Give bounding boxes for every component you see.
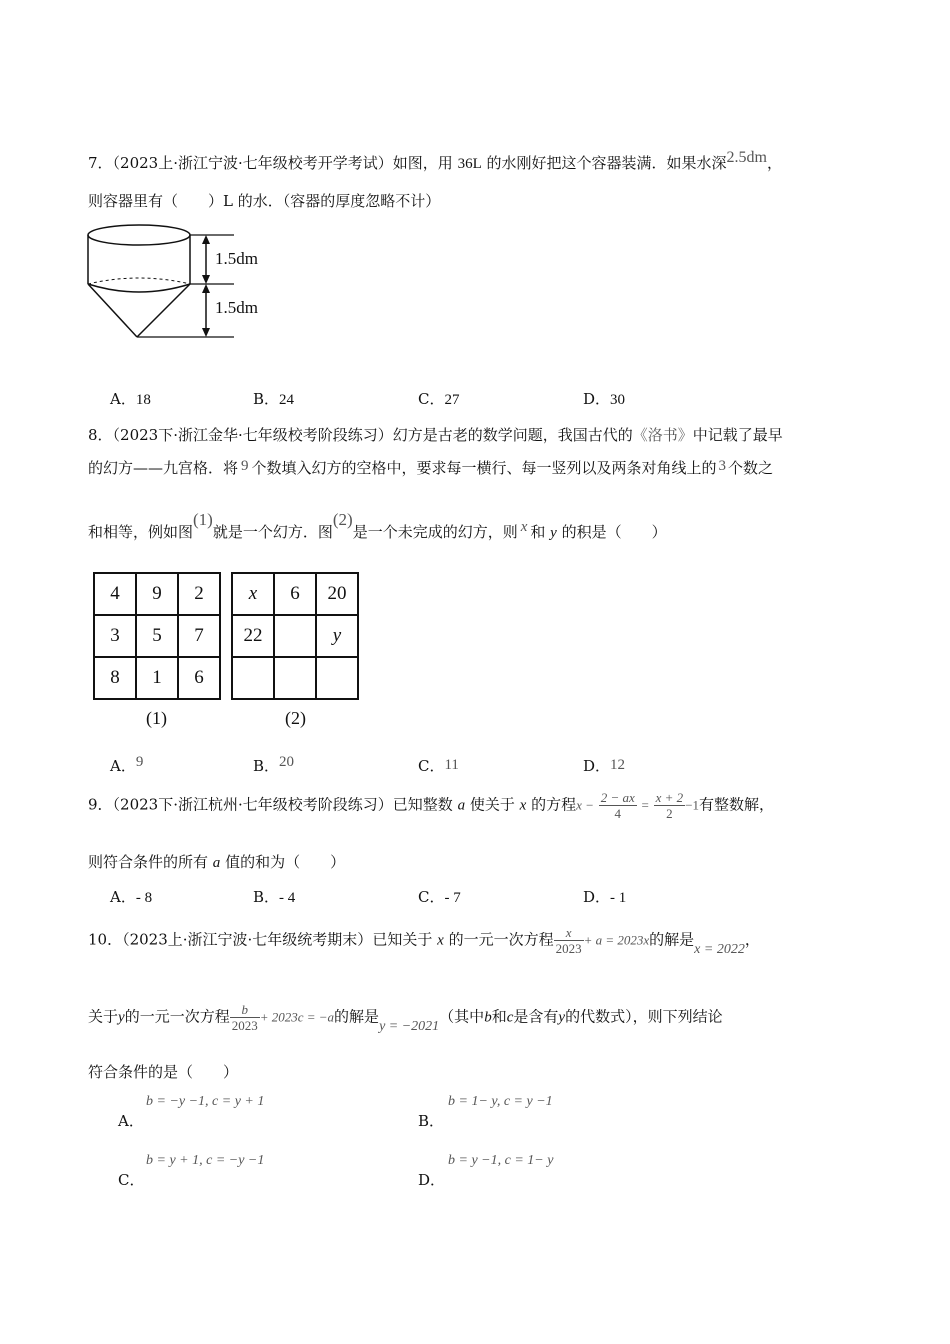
q8-magic-square-2 (231, 572, 359, 700)
q10-solution: x = 2022 (694, 941, 745, 957)
grid1-cell: 6 (178, 657, 220, 699)
q8-line2-c: 个数之 (728, 459, 774, 477)
q8-number: 8． (88, 426, 113, 444)
grid1-cell: 3 (94, 615, 136, 657)
grid2-cell: x (232, 573, 274, 615)
q8-fig2-ref: (2) (332, 510, 353, 529)
q10-solution-2: y = −2021 (379, 1018, 440, 1034)
q8-option-a[interactable]: A．9 (110, 754, 144, 775)
grid1-cell: 4 (94, 573, 136, 615)
q7-line2: 则容器里有（ ）L 的水．（容器的厚度忽略不计） (88, 192, 441, 210)
q7-bottom-height-label: 1.5dm (215, 298, 258, 317)
q10-option-a[interactable]: b = −y −1, c = y + 1 A． (118, 1094, 265, 1130)
q9-fraction-1: $\frac{2 - ax}{4}$ (600, 790, 635, 821)
q8-grid2-caption: (2) (285, 708, 306, 728)
q8-option-b[interactable]: B．20 (253, 754, 295, 775)
q10-line2: 关于y的一元一次方程 $\frac{b}{2023}$ + 2023c = −a的解是y = −2021（其中b和c是含有y的代数式），则下列结论 (88, 1002, 723, 1034)
q10-text-a: 已知关于 (372, 930, 433, 949)
q10-source: （2023上·浙江宁波·七年级统考期末） (122, 930, 373, 949)
q9-fraction-2: $\frac{x + 2}{2}$ (655, 790, 684, 821)
grid2-cell (274, 615, 316, 657)
grid1-cell: 7 (178, 615, 220, 657)
q10-eq-rest: + a = 2023x (583, 932, 650, 948)
q9-line1 (88, 790, 774, 821)
q10-line1 (88, 925, 760, 956)
q8-line1 (88, 424, 783, 445)
q9-text-a: 已知整数 (392, 795, 453, 814)
q9-x: x (519, 797, 527, 814)
grid1-cell: 5 (136, 615, 178, 657)
q10-fraction-2: $\frac{b}{2023}$ (231, 1002, 258, 1033)
q10-comma: ， (744, 930, 760, 949)
q8-y: y (550, 525, 557, 541)
q8-grid1-caption: (1) (146, 708, 167, 728)
q9-text-d: 有整数解， (699, 795, 775, 814)
q8-line3-d: 的积是（ ） (561, 523, 667, 541)
q8-line2-b: 个数填入幻方的空格中，要求每一横行、每一竖列以及两条对角线上的 (251, 459, 717, 477)
grid1-cell: 9 (136, 573, 178, 615)
q8-line2 (88, 457, 773, 478)
q10-option-b[interactable]: b = 1− y, c = y −1 B． (418, 1094, 553, 1130)
q8-magic-square-1 (93, 572, 221, 700)
q9-text-b: 使关于 (469, 795, 515, 814)
q7-source: （2023上·浙江宁波·七年级校考开学考试） (112, 154, 393, 172)
q7-volume: 36L (457, 156, 482, 172)
q7-container-figure (84, 222, 274, 344)
q10-x: x (437, 932, 444, 949)
q9-line2: 则符合条件的所有 a 值的和为（ ） (88, 853, 346, 871)
grid2-cell: 6 (274, 573, 316, 615)
q8-line3-b: 就是一个幻方．图 (212, 523, 333, 541)
q8-text-a: 幻方是古老的数学问题，我国古代的 (392, 426, 633, 444)
q9-eq-tail: −1 (685, 797, 700, 813)
q10-fraction-1: $\frac{x}{2023}$ (555, 925, 582, 956)
q8-x: x (520, 519, 528, 535)
grid1-cell: 1 (136, 657, 178, 699)
q10-option-c[interactable]: b = y + 1, c = −y −1 C． (118, 1153, 265, 1189)
q7-option-a[interactable]: A．18 (110, 390, 151, 408)
grid2-cell (316, 657, 358, 699)
q7-comma: ， (766, 154, 782, 172)
grid2-cell (274, 657, 316, 699)
grid1-cell: 8 (94, 657, 136, 699)
q7-line1 (88, 149, 782, 173)
q10-text-b: 的一元一次方程 (448, 930, 554, 949)
grid2-cell: y (316, 615, 358, 657)
q9-eq-x: x − (576, 797, 594, 813)
q10-line3: 符合条件的是（ ） (88, 1063, 239, 1081)
q9-option-a[interactable]: A．- 8 (110, 888, 153, 906)
q9-option-b[interactable]: B．- 4 (253, 888, 296, 906)
q8-option-c[interactable]: C．11 (418, 757, 459, 775)
q8-line3-c: 是一个未完成的幻方，则 (352, 523, 518, 541)
q8-text-b: 中记载了最早 (692, 426, 783, 444)
q10-option-d[interactable]: b = y −1, c = 1− y D． (418, 1153, 554, 1189)
grid1-cell: 2 (178, 573, 220, 615)
q8-source: （2023下·浙江金华·七年级校考阶段练习） (112, 426, 393, 444)
q9-eq-sign: = (641, 797, 649, 813)
grid2-cell: 22 (232, 615, 274, 657)
q8-line2-a: 的幻方——九宫格．将 (88, 459, 239, 477)
q7-option-b[interactable]: B．24 (253, 390, 295, 408)
q9-option-c[interactable]: C．- 7 (418, 888, 461, 906)
q7-option-c[interactable]: C．27 (418, 390, 460, 408)
q8-book: 《洛书》 (632, 426, 693, 444)
q7-option-d[interactable]: D．30 (583, 390, 626, 408)
q7-depth: 2.5dm (726, 149, 767, 166)
q8-fig1-ref: (1) (193, 510, 213, 529)
q7-text-a: 如图，用 (392, 154, 453, 172)
q8-option-d[interactable]: D．12 (583, 757, 626, 775)
q10-eq2-rest: + 2023c = −a (259, 1009, 335, 1025)
q9-source: （2023下·浙江杭州·七年级校考阶段练习） (112, 795, 393, 814)
q8-line3-a: 和相等，例如图 (88, 523, 194, 541)
grid2-cell (232, 657, 274, 699)
grid2-cell: 20 (316, 573, 358, 615)
q7-number: 7． (88, 154, 113, 172)
q10-text-c: 的解是 (649, 930, 695, 949)
q9-text-c: 的方程 (531, 795, 577, 814)
q9-option-d[interactable]: D．- 1 (583, 888, 627, 906)
q8-three: 3 (718, 458, 727, 474)
q8-line3 (88, 510, 667, 542)
q10-number: 10． (88, 930, 123, 949)
q8-and: 和 (530, 523, 546, 541)
q7-text-b: 的水刚好把这个容器装满．如果水深 (486, 154, 727, 172)
q9-number: 9． (88, 795, 113, 814)
q7-top-height-label: 1.5dm (215, 249, 258, 268)
q8-nine: 9 (241, 458, 249, 474)
q9-a: a (457, 797, 466, 814)
